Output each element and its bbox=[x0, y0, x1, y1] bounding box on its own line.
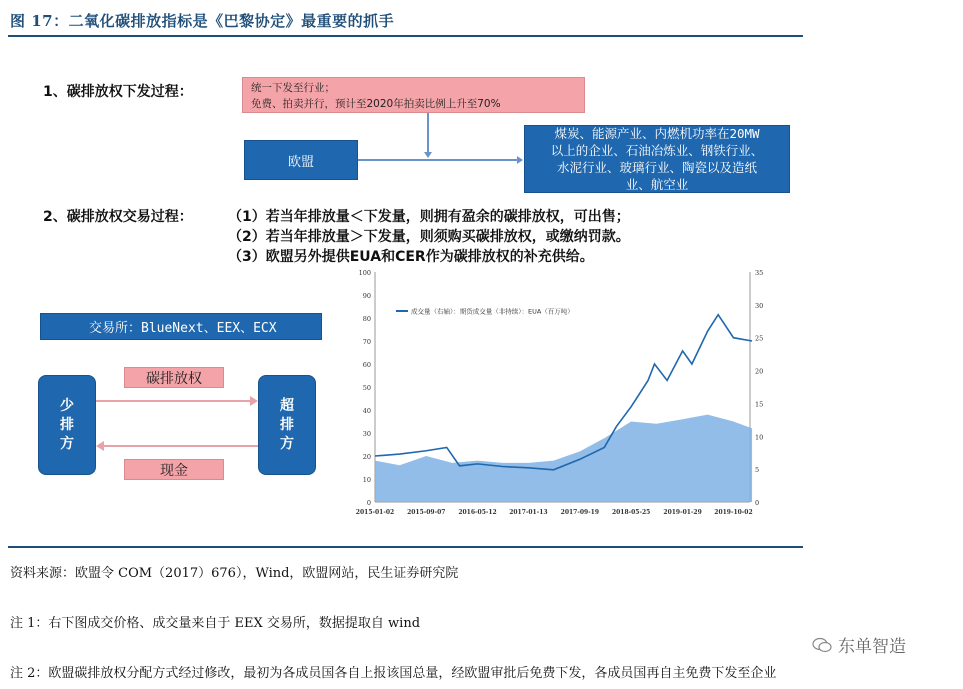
eu-box: 欧盟 bbox=[244, 140, 358, 180]
trading-item: （1）若当年排放量＜下发量，则拥有盈余的碳排放权，可出售； bbox=[228, 209, 630, 225]
x-tick-label: 2016-05-12 bbox=[458, 509, 497, 516]
y-left-tick-label: 0 bbox=[366, 499, 371, 507]
title-rule bbox=[8, 35, 803, 37]
connector-line bbox=[427, 113, 429, 153]
y-right-tick-label: 15 bbox=[755, 400, 764, 409]
low-emitter-char: 方 bbox=[60, 435, 74, 452]
low-emitter-char: 少 bbox=[60, 397, 74, 414]
trading-item: （3）欧盟另外提供EUA和CER作为碳排放权的补充供给。 bbox=[228, 249, 594, 265]
y-right-tick-label: 30 bbox=[755, 301, 764, 310]
arrow-down-icon bbox=[424, 152, 432, 158]
legend-label: 成交量（右轴）：期货成交量（非持续）：EUA（百万吨） bbox=[411, 307, 574, 316]
high-emitter-char: 排 bbox=[280, 416, 294, 433]
y-left-tick-label: 90 bbox=[362, 292, 371, 300]
y-right-tick-label: 35 bbox=[755, 269, 764, 277]
x-tick-label: 2017-09-19 bbox=[560, 509, 600, 516]
watermark bbox=[812, 632, 906, 657]
carbon-permit-tag: 碳排放权 bbox=[124, 367, 224, 388]
connector-line bbox=[358, 159, 517, 161]
x-tick-label: 2017-01-13 bbox=[509, 509, 548, 516]
watermark-text: 东单智造 bbox=[838, 637, 906, 657]
y-left-tick-label: 60 bbox=[362, 361, 371, 369]
volume-area bbox=[375, 415, 752, 502]
x-tick-label: 2015-01-02 bbox=[355, 509, 395, 516]
flow-arrow-left bbox=[96, 440, 258, 452]
x-tick-label: 2019-10-02 bbox=[714, 509, 753, 516]
sources-rule bbox=[8, 546, 803, 548]
y-left-tick-label: 50 bbox=[362, 384, 371, 392]
industries-box bbox=[524, 125, 790, 193]
y-left-tick-label: 100 bbox=[358, 269, 371, 277]
y-left-tick-label: 80 bbox=[362, 315, 371, 323]
low-emitter-box bbox=[38, 375, 96, 475]
allocation-label: 1、碳排放权下发过程： bbox=[43, 84, 193, 100]
allocation-rule-line: 统一下发至行业； bbox=[251, 82, 335, 94]
industries-line: 业、航空业 bbox=[625, 177, 689, 192]
x-tick-label: 2019-01-29 bbox=[663, 509, 702, 516]
y-left-tick-label: 20 bbox=[362, 453, 371, 461]
y-left-tick-label: 40 bbox=[362, 407, 371, 415]
eua-chart bbox=[350, 268, 780, 520]
trading-label: 2、碳排放权交易过程： bbox=[43, 209, 193, 225]
note-1: 注 1：右下图成交价格、成交量来自于 EEX 交易所，数据提取自 wind bbox=[10, 616, 421, 631]
cash-tag: 现金 bbox=[124, 459, 224, 480]
industries-line: 水泥行业、玻璃行业、陶瓷以及造纸 bbox=[556, 160, 757, 175]
y-right-tick-label: 20 bbox=[755, 367, 764, 376]
exchanges-bar: 交易所：BlueNext、EEX、ECX bbox=[40, 313, 322, 340]
y-right-tick-label: 5 bbox=[755, 466, 760, 475]
y-right-tick-label: 25 bbox=[755, 334, 764, 343]
industries-line: 以上的企业、石油冶炼业、钢铁行业、 bbox=[550, 143, 764, 158]
allocation-rule-line: 免费、拍卖并行，预计至2020年拍卖比例上升至70% bbox=[251, 98, 501, 110]
wechat-icon bbox=[812, 637, 832, 653]
y-left-tick-label: 10 bbox=[362, 476, 371, 484]
high-emitter-char: 超 bbox=[280, 397, 294, 414]
arrow-right-icon bbox=[517, 156, 523, 164]
industries-line: 煤炭、能源产业、内燃机功率在20MW bbox=[554, 126, 760, 141]
y-left-tick-label: 30 bbox=[362, 430, 371, 438]
high-emitter-box bbox=[258, 375, 316, 475]
low-emitter-char: 排 bbox=[60, 416, 74, 433]
y-left-tick-label: 70 bbox=[362, 338, 371, 346]
y-right-tick-label: 10 bbox=[755, 433, 764, 442]
trading-item: （2）若当年排放量＞下发量，则须购买碳排放权，或缴纳罚款。 bbox=[228, 229, 630, 245]
x-tick-label: 2018-05-25 bbox=[611, 509, 651, 516]
figure-title: 图 17：二氧化碳排放指标是《巴黎协定》最重要的抓手 bbox=[10, 12, 395, 30]
high-emitter-char: 方 bbox=[280, 435, 294, 452]
y-right-tick-label: 0 bbox=[755, 499, 760, 507]
source-line: 资料来源：欧盟令 COM（2017）676），Wind，欧盟网站，民生证券研究院 bbox=[10, 566, 459, 581]
note-2: 注 2：欧盟碳排放权分配方式经过修改，最初为各成员国各自上报该国总量，经欧盟审批后免费下发，各成员国再自主免费下发至企业 bbox=[10, 666, 777, 681]
allocation-rule-box bbox=[242, 77, 585, 113]
x-tick-label: 2015-09-07 bbox=[407, 509, 446, 516]
flow-arrow-right bbox=[96, 395, 258, 407]
